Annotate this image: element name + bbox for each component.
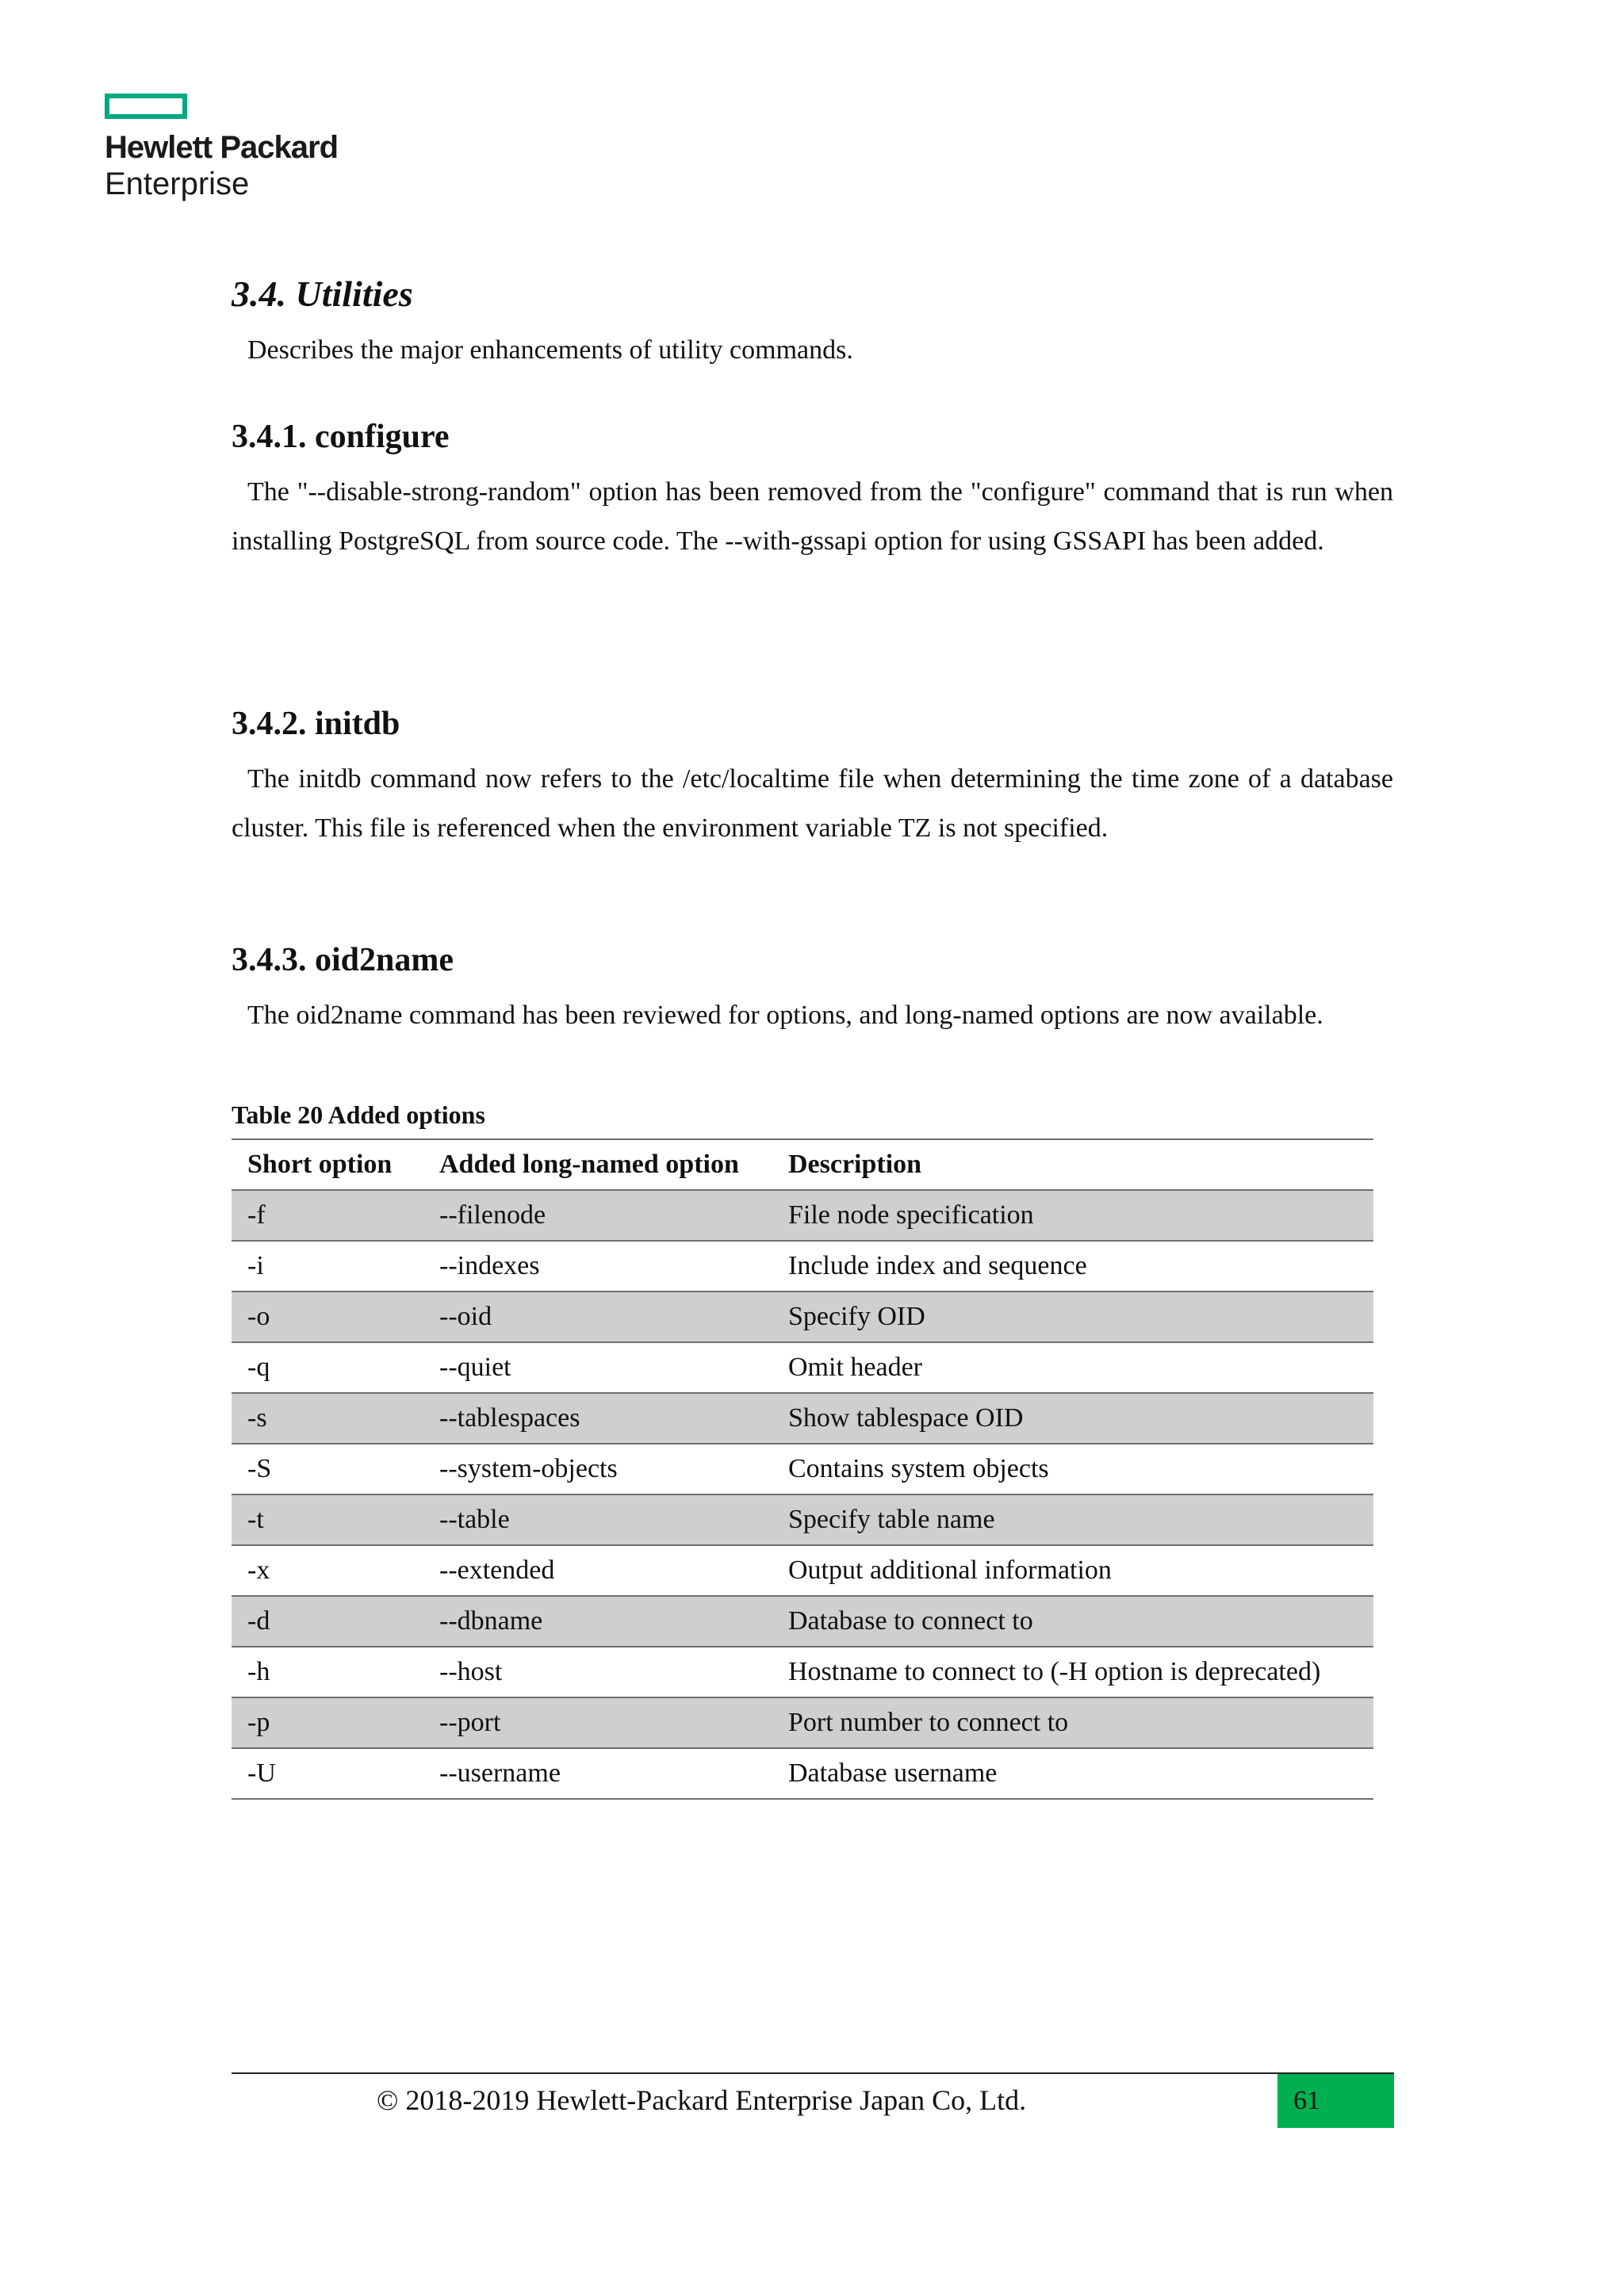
table-cell: --port	[423, 1697, 772, 1748]
section-title: 3.4. Utilities	[232, 274, 413, 314]
table-row	[232, 1241, 1373, 1292]
table-row	[232, 1596, 1373, 1647]
table-cell: -q	[232, 1342, 423, 1393]
subsection-title-configure: 3.4.1. configure	[232, 419, 450, 455]
table-cell: -p	[232, 1697, 423, 1748]
table-cell: Omit header	[772, 1342, 1373, 1393]
table-cell: --tablespaces	[423, 1393, 772, 1444]
subsection-title-initdb: 3.4.2. initdb	[232, 706, 400, 742]
table-cell: Include index and sequence	[772, 1241, 1373, 1292]
options-table	[232, 1138, 1373, 1800]
table-cell: -f	[232, 1190, 423, 1241]
subsection-body-oid2name: The oid2name command has been reviewed for options, and long-named options are now available.	[247, 1001, 1323, 1030]
table-cell: -o	[232, 1292, 423, 1342]
table-cell: Port number to connect to	[772, 1697, 1373, 1748]
section-intro: Describes the major enhancements of utility commands.	[247, 335, 853, 365]
table-cell: -t	[232, 1494, 423, 1545]
table-cell: --filenode	[423, 1190, 772, 1241]
table-cell: Hostname to connect to (-H option is deprecated)	[772, 1647, 1373, 1697]
table-row	[232, 1647, 1373, 1697]
table-cell: Specify table name	[772, 1494, 1373, 1545]
subsection-body-configure: The "--disable-strong-random" option has been removed from the "configure" command that is run when installing PostgreSQL from source code. The --with-gssapi option for using GSSAPI has been added.	[232, 477, 1393, 556]
table-row	[232, 1190, 1373, 1241]
table-cell: -d	[232, 1596, 423, 1647]
table-row	[232, 1444, 1373, 1494]
table-row	[232, 1292, 1373, 1342]
table-cell: --extended	[423, 1545, 772, 1596]
footer-divider	[232, 2072, 1394, 2074]
table-cell: -i	[232, 1241, 423, 1292]
page-number: 61	[1277, 2074, 1394, 2128]
table-header-row	[232, 1139, 1373, 1190]
table-cell: Show tablespace OID	[772, 1393, 1373, 1444]
table-cell: --table	[423, 1494, 772, 1545]
table-cell: -S	[232, 1444, 423, 1494]
table-row	[232, 1748, 1373, 1799]
table-cell: Specify OID	[772, 1292, 1373, 1342]
table-row	[232, 1342, 1373, 1393]
table-row	[232, 1545, 1373, 1596]
table-cell: File node specification	[772, 1190, 1373, 1241]
table-row	[232, 1697, 1373, 1748]
table-cell: --oid	[423, 1292, 772, 1342]
table-cell: -s	[232, 1393, 423, 1444]
logo-text-line2: Enterprise	[105, 166, 250, 201]
table-cell: -x	[232, 1545, 423, 1596]
table-cell: --system-objects	[423, 1444, 772, 1494]
hpe-logo-rectangle-icon	[105, 94, 187, 119]
table-cell: --indexes	[423, 1241, 772, 1292]
table-cell: --quiet	[423, 1342, 772, 1393]
column-header: Short option	[232, 1139, 423, 1190]
table-cell: -U	[232, 1748, 423, 1799]
table-cell: Database username	[772, 1748, 1373, 1799]
subsection-body-initdb: The initdb command now refers to the /etc/localtime file when determining the time zone of a database cluster. This file is referenced when the environment variable TZ is not specified.	[232, 764, 1393, 843]
footer-copyright: © 2018-2019 Hewlett-Packard Enterprise Japan Co, Ltd.	[377, 2084, 1027, 2116]
table-cell: --host	[423, 1647, 772, 1697]
table-cell: Database to connect to	[772, 1596, 1373, 1647]
column-header: Description	[772, 1139, 1373, 1190]
table-cell: -h	[232, 1647, 423, 1697]
column-header: Added long-named option	[423, 1139, 772, 1190]
table-cell: Contains system objects	[772, 1444, 1373, 1494]
subsection-title-oid2name: 3.4.3. oid2name	[232, 942, 454, 978]
table-cell: --username	[423, 1748, 772, 1799]
table-cell: --dbname	[423, 1596, 772, 1647]
table-row	[232, 1494, 1373, 1545]
table-row	[232, 1393, 1373, 1444]
table-caption: Table 20 Added options	[232, 1100, 485, 1129]
logo-text-line1: Hewlett Packard	[105, 130, 339, 165]
table-cell: Output additional information	[772, 1545, 1373, 1596]
